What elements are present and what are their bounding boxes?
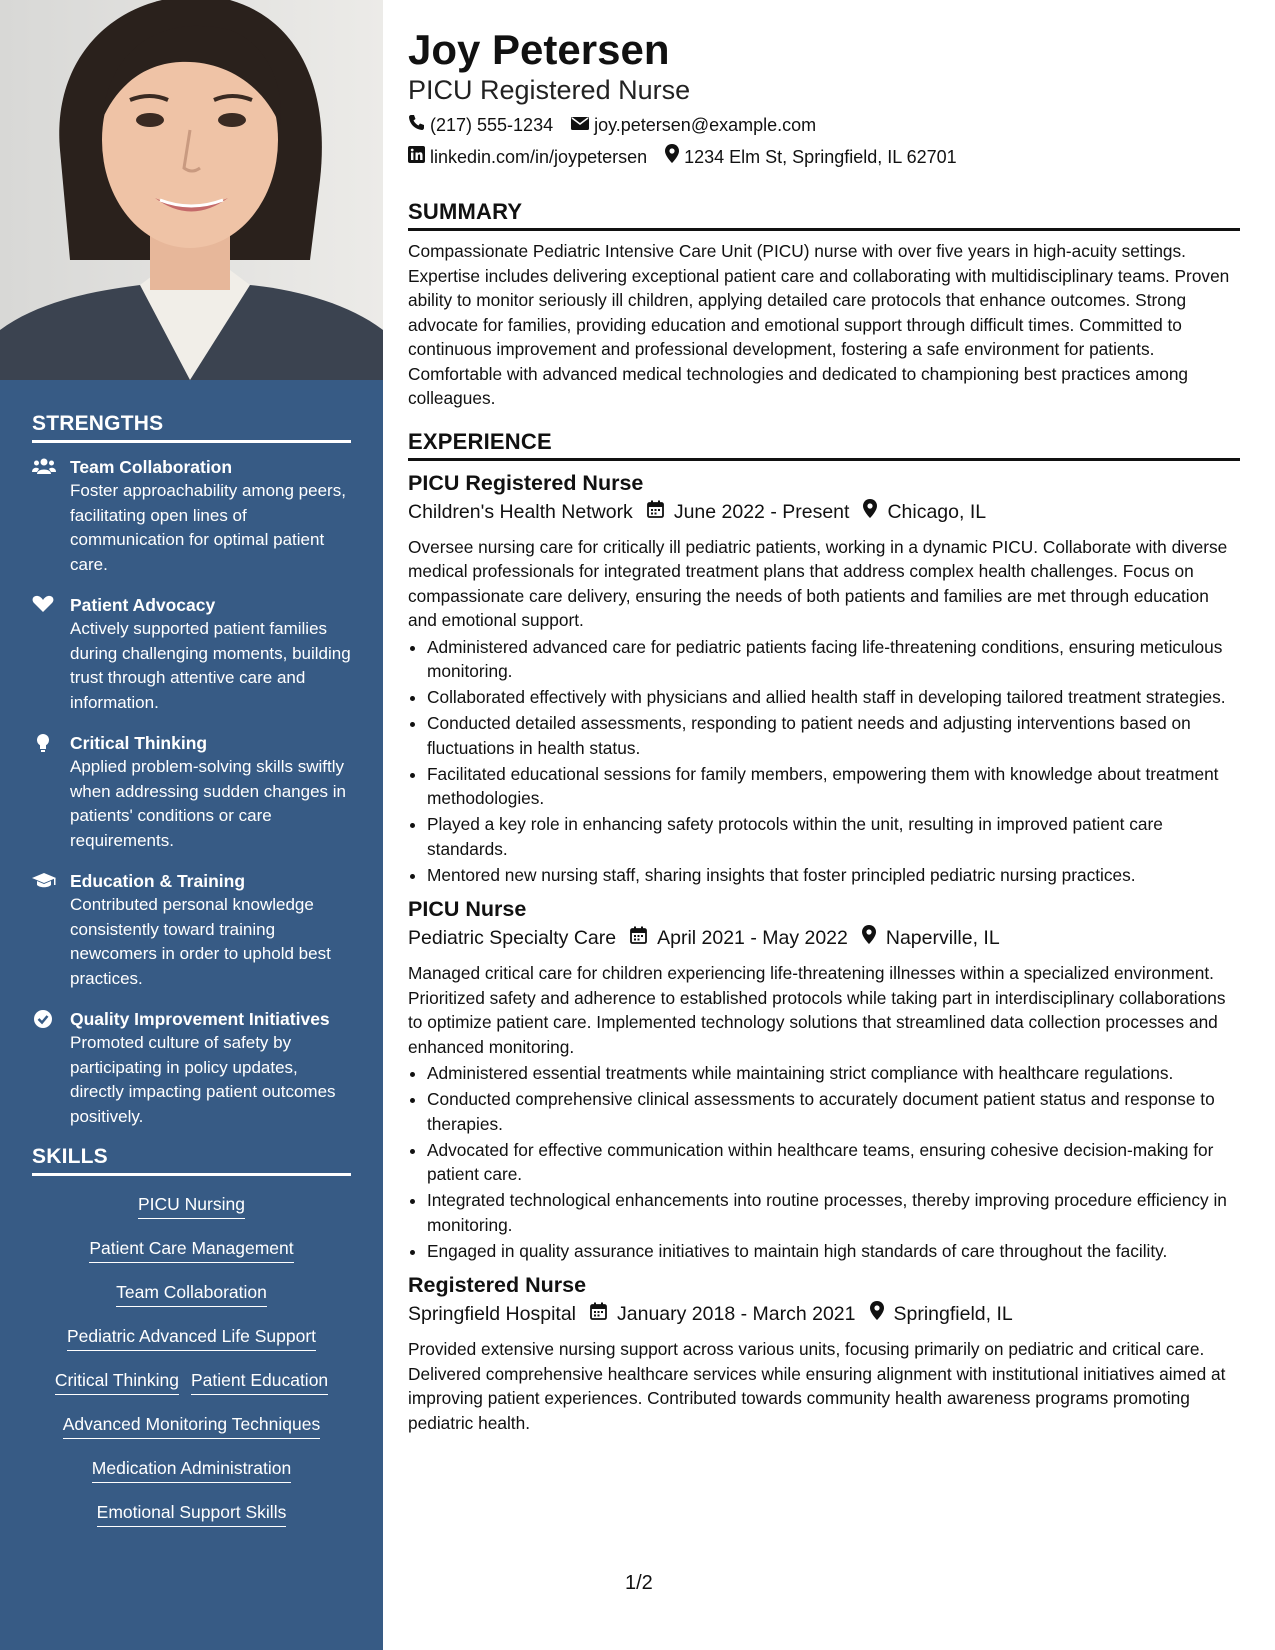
strength-title: Education & Training (70, 871, 246, 891)
employer: Pediatric Specialty Care (408, 927, 617, 949)
strength-item (32, 455, 351, 577)
strength-item (32, 1007, 351, 1129)
job-bullet: • Advocated for effective communication within healthcare teams, ensuring cohesive decision-making for patient care. (427, 1138, 1240, 1187)
job-entry (408, 1271, 1240, 1435)
graduation-cap-icon (32, 871, 54, 889)
job-meta (408, 923, 1240, 953)
map-pin-icon (665, 144, 684, 169)
main-content (408, 24, 1240, 1435)
strength-description: Promoted culture of safety by participating in policy updates, directly impacting patient outcomes positively. (70, 1033, 336, 1126)
strength-item (32, 731, 351, 853)
job-description: Oversee nursing care for critically ill pediatric patients, working in a dynamic PICU. Collaborate with diverse medical professionals for integrated treatment plans that address complex health challenges. Focus on compassionate care delivery, ensuring the needs of both patients and families are met through education and emotional support. (408, 536, 1228, 630)
linkedin-icon (408, 145, 430, 169)
job-bullets (408, 1061, 1240, 1263)
skills-heading: SKILLS (32, 1145, 351, 1176)
check-circle-icon (32, 1009, 54, 1027)
skill-tag: Pediatric Advanced Life Support (67, 1324, 316, 1351)
email-contact[interactable] (571, 113, 816, 137)
job-location (863, 497, 986, 527)
skill-tag: Patient Education (191, 1368, 328, 1395)
strength-title: Critical Thinking (70, 733, 208, 753)
skill-tag: Medication Administration (92, 1456, 291, 1483)
strength-description: Foster approachability among peers, facilitating open lines of communication for optimal patient care. (70, 481, 346, 574)
skill-tag: Team Collaboration (116, 1280, 267, 1307)
job-dates (590, 1299, 855, 1329)
sidebar-content (32, 412, 351, 1544)
calendar-icon (630, 923, 657, 953)
email-text: joy.petersen@example.com (594, 115, 817, 135)
job-dates (630, 923, 848, 953)
job-meta (408, 497, 1240, 527)
skill-tag: Patient Care Management (89, 1236, 293, 1263)
job-location (870, 1299, 1013, 1329)
job-dates-text: June 2022 - Present (673, 500, 850, 523)
calendar-icon (647, 497, 674, 527)
employer: Children's Health Network (408, 500, 633, 523)
job-bullets (408, 635, 1240, 888)
job-location (862, 923, 1000, 953)
sidebar (0, 0, 383, 1650)
strengths-heading: STRENGTHS (32, 412, 351, 443)
skill-tag: PICU Nursing (138, 1192, 245, 1219)
job-location-text: Naperville, IL (885, 927, 1000, 949)
map-pin-icon (870, 1299, 894, 1329)
job-bullet: • Collaborated effectively with physicians and allied health staff in developing tailored treatment strategies. (427, 685, 1240, 710)
job-dates (647, 497, 850, 527)
envelope-icon (571, 113, 594, 137)
skill-tag: Emotional Support Skills (97, 1500, 287, 1527)
strength-title: Team Collaboration (70, 457, 233, 477)
map-pin-icon (863, 497, 887, 527)
candidate-name: Joy Petersen (408, 26, 670, 73)
map-pin-icon (862, 923, 886, 953)
skills-list (32, 1192, 351, 1527)
job-bullet: • Administered advanced care for pediatric patients facing life-threatening conditions, ensuring meticulous monitoring. (427, 635, 1240, 684)
phone-icon (408, 113, 430, 137)
job-location-text: Springfield, IL (893, 1303, 1013, 1325)
job-dates-text: April 2021 - May 2022 (657, 927, 848, 949)
job-title: PICU Nurse (408, 897, 527, 921)
address-text: 1234 Elm St, Springfield, IL 62701 (684, 146, 957, 167)
job-entry (408, 895, 1240, 1263)
candidate-title: PICU Registered Nurse (408, 75, 691, 105)
job-title: PICU Registered Nurse (408, 470, 644, 495)
strength-description: Actively supported patient families during challenging moments, building trust through attentive care and information. (70, 619, 351, 712)
profile-photo (0, 0, 383, 380)
job-dates-text: January 2018 - March 2021 (617, 1303, 856, 1325)
strength-description: Contributed personal knowledge consistently toward training newcomers in order to uphold best practices. (70, 895, 331, 988)
job-bullet: • Integrated technological enhancements into routine processes, thereby improving procedure efficiency in monitoring. (427, 1188, 1240, 1237)
job-bullet: • Conducted detailed assessments, responding to patient needs and adjusting interventions based on fluctuations in health status. (427, 711, 1240, 760)
employer: Springfield Hospital (408, 1303, 577, 1325)
strength-title: Patient Advocacy (70, 595, 216, 615)
job-bullet: • Conducted comprehensive clinical assessments to accurately document patient status and response to therapies. (427, 1087, 1240, 1136)
job-bullet: • Engaged in quality assurance initiatives to maintain high standards of care throughout the facility. (427, 1239, 1240, 1264)
summary-heading: SUMMARY (408, 199, 1240, 231)
lightbulb-icon (32, 733, 54, 751)
job-location-text: Chicago, IL (887, 500, 987, 523)
job-title: Registered Nurse (408, 1273, 587, 1297)
job-description: Managed critical care for children experiencing life-threatening illnesses within a specialized environment. Prioritized safety and adherence to established protocols while taking part in interdisciplinary collaborations to optimize patient care. Implemented technology solutions that streamlined data collection processes and enhanced monitoring. (408, 963, 1226, 1057)
job-bullet: • Administered essential treatments while maintaining strict compliance with healthcare regulations. (427, 1061, 1240, 1086)
linkedin-contact[interactable] (408, 145, 647, 169)
address-contact (665, 144, 957, 169)
job-bullet: • Played a key role in enhancing safety protocols within the unit, resulting in improved patient care standards. (427, 812, 1240, 861)
page-number: 1/2 (625, 1572, 653, 1594)
job-description: Provided extensive nursing support across various units, focusing primarily on pediatric and critical care. Delivered comprehensive healthcare services while ensuring alignment with institutional initiatives aimed at improving patient experiences. Contributed towards community health awareness programs promoting pediatric health. (408, 1339, 1226, 1433)
contact-row (408, 113, 1240, 137)
calendar-icon (590, 1299, 617, 1329)
heart-icon (32, 595, 54, 613)
phone-contact[interactable] (408, 113, 553, 137)
experience-heading: EXPERIENCE (408, 429, 1240, 461)
strength-item (32, 593, 351, 715)
strength-title: Quality Improvement Initiatives (70, 1009, 330, 1029)
skill-tag: Critical Thinking (55, 1368, 179, 1395)
job-entry (408, 469, 1240, 888)
summary-text: Compassionate Pediatric Intensive Care Unit (PICU) nurse with over five years in high-acuity settings. Expertise includes delivering exceptional patient care and collaborating with multidisciplinary teams. Proven ability to monitor seriously ill children, applying detailed care protocols that enhance outcomes. Strong advocate for families, providing education and emotional support through difficult times. Committed to continuous improvement and professional development, fostering a safe environment for patients. Comfortable with advanced medical technologies and dedicated to championing best practices among colleagues. (408, 241, 1230, 408)
job-meta (408, 1299, 1240, 1329)
users-icon (32, 457, 54, 475)
phone-text: (217) 555-1234 (430, 115, 554, 135)
strength-item (32, 869, 351, 991)
job-bullet: • Facilitated educational sessions for family members, empowering them with knowledge about treatment methodologies. (427, 762, 1240, 811)
strength-description: Applied problem-solving skills swiftly when addressing sudden changes in patients' conditions or care requirements. (70, 757, 346, 850)
contact-row (408, 144, 1240, 169)
job-bullet: • Mentored new nursing staff, sharing insights that foster principled pediatric nursing practices. (427, 863, 1240, 888)
skill-tag: Advanced Monitoring Techniques (63, 1412, 320, 1439)
linkedin-text: linkedin.com/in/joypetersen (430, 146, 648, 167)
